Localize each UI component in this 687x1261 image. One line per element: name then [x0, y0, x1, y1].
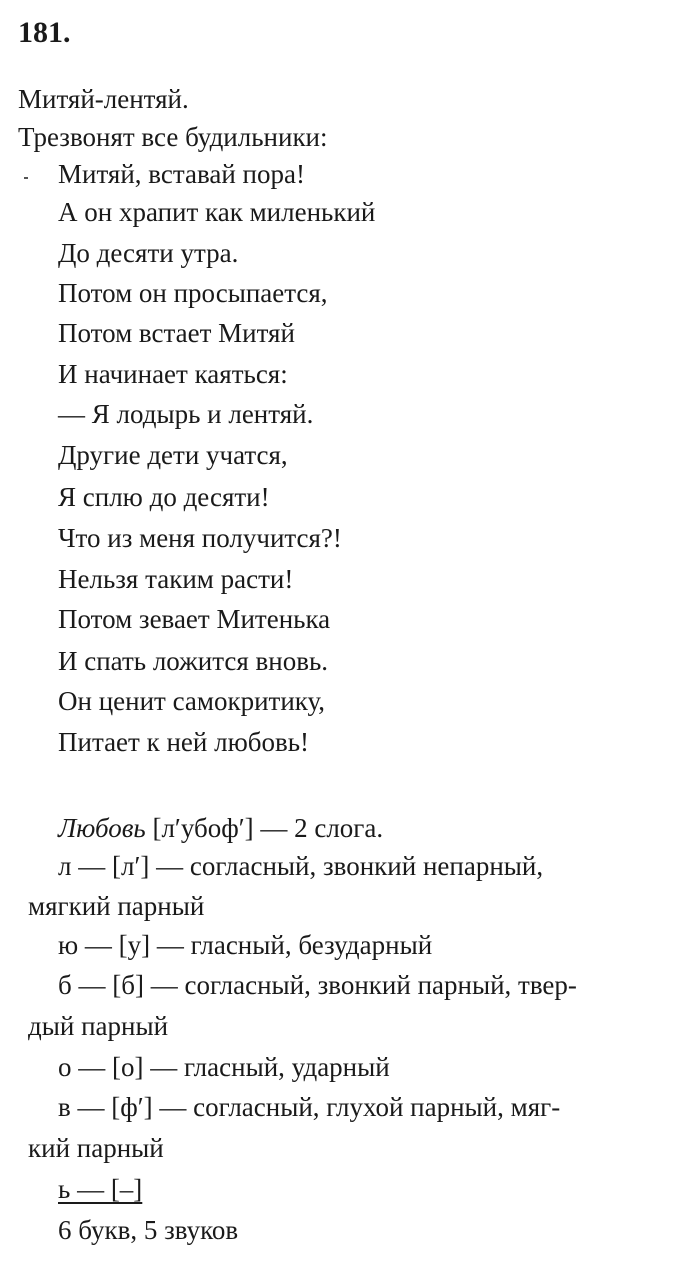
- poem-line: И спать ложится вновь.: [58, 646, 329, 676]
- analysis-row: л — [л′] — согласный, звонкий непарный,: [58, 851, 544, 881]
- analysis-row: мягкий парный: [28, 891, 205, 921]
- poem-line: Другие дети учатся,: [58, 440, 288, 470]
- poem-line: — Я лодырь и лентяй.: [58, 399, 314, 429]
- poem-first-line: Трезвонят все будильники:: [18, 122, 328, 152]
- poem-line: Я сплю до десяти!: [58, 482, 270, 512]
- poem-line: До десяти утра.: [58, 238, 239, 268]
- analysis-row: кий парный: [28, 1133, 164, 1163]
- poem-line: Потом встает Митяй: [58, 318, 295, 348]
- analysis-row: дый парный: [28, 1011, 169, 1041]
- poem-line: Нельзя таким расти!: [58, 564, 294, 594]
- poem-line: И начинает каяться:: [58, 359, 288, 389]
- analysis-word: Любовь: [58, 813, 146, 843]
- analysis-transcription: [л′убоф′] — 2 слога.: [145, 813, 384, 843]
- analysis-row: о — [о] — гласный, ударный: [58, 1052, 390, 1082]
- analysis-summary: 6 букв, 5 звуков: [58, 1215, 239, 1245]
- analysis-row: б — [б] — согласный, звонкий парный, твер-: [58, 970, 577, 1000]
- poem-title: Митяй-лентяй.: [18, 84, 189, 114]
- poem-line: Он ценит самокритику,: [58, 686, 326, 716]
- analysis-row: ь — [–]: [58, 1174, 143, 1204]
- analysis-heading: [58, 815, 383, 842]
- poem-line: Потом зевает Митенька: [58, 604, 331, 634]
- analysis-row: ю — [у] — гласный, безударный: [58, 930, 433, 960]
- analysis-row: в — [ф′] — согласный, глухой парный, мяг-: [58, 1092, 561, 1122]
- scan-speck: [24, 177, 28, 179]
- poem-line: Митяй, вставай пора!: [58, 159, 305, 189]
- poem-line: Что из меня получится?!: [58, 523, 342, 553]
- poem-line: Питает к ней любовь!: [58, 727, 310, 757]
- task-number: 181.: [18, 16, 71, 49]
- poem-line: Потом он просыпается,: [58, 278, 328, 308]
- poem-line: А он храпит как миленький: [58, 197, 376, 227]
